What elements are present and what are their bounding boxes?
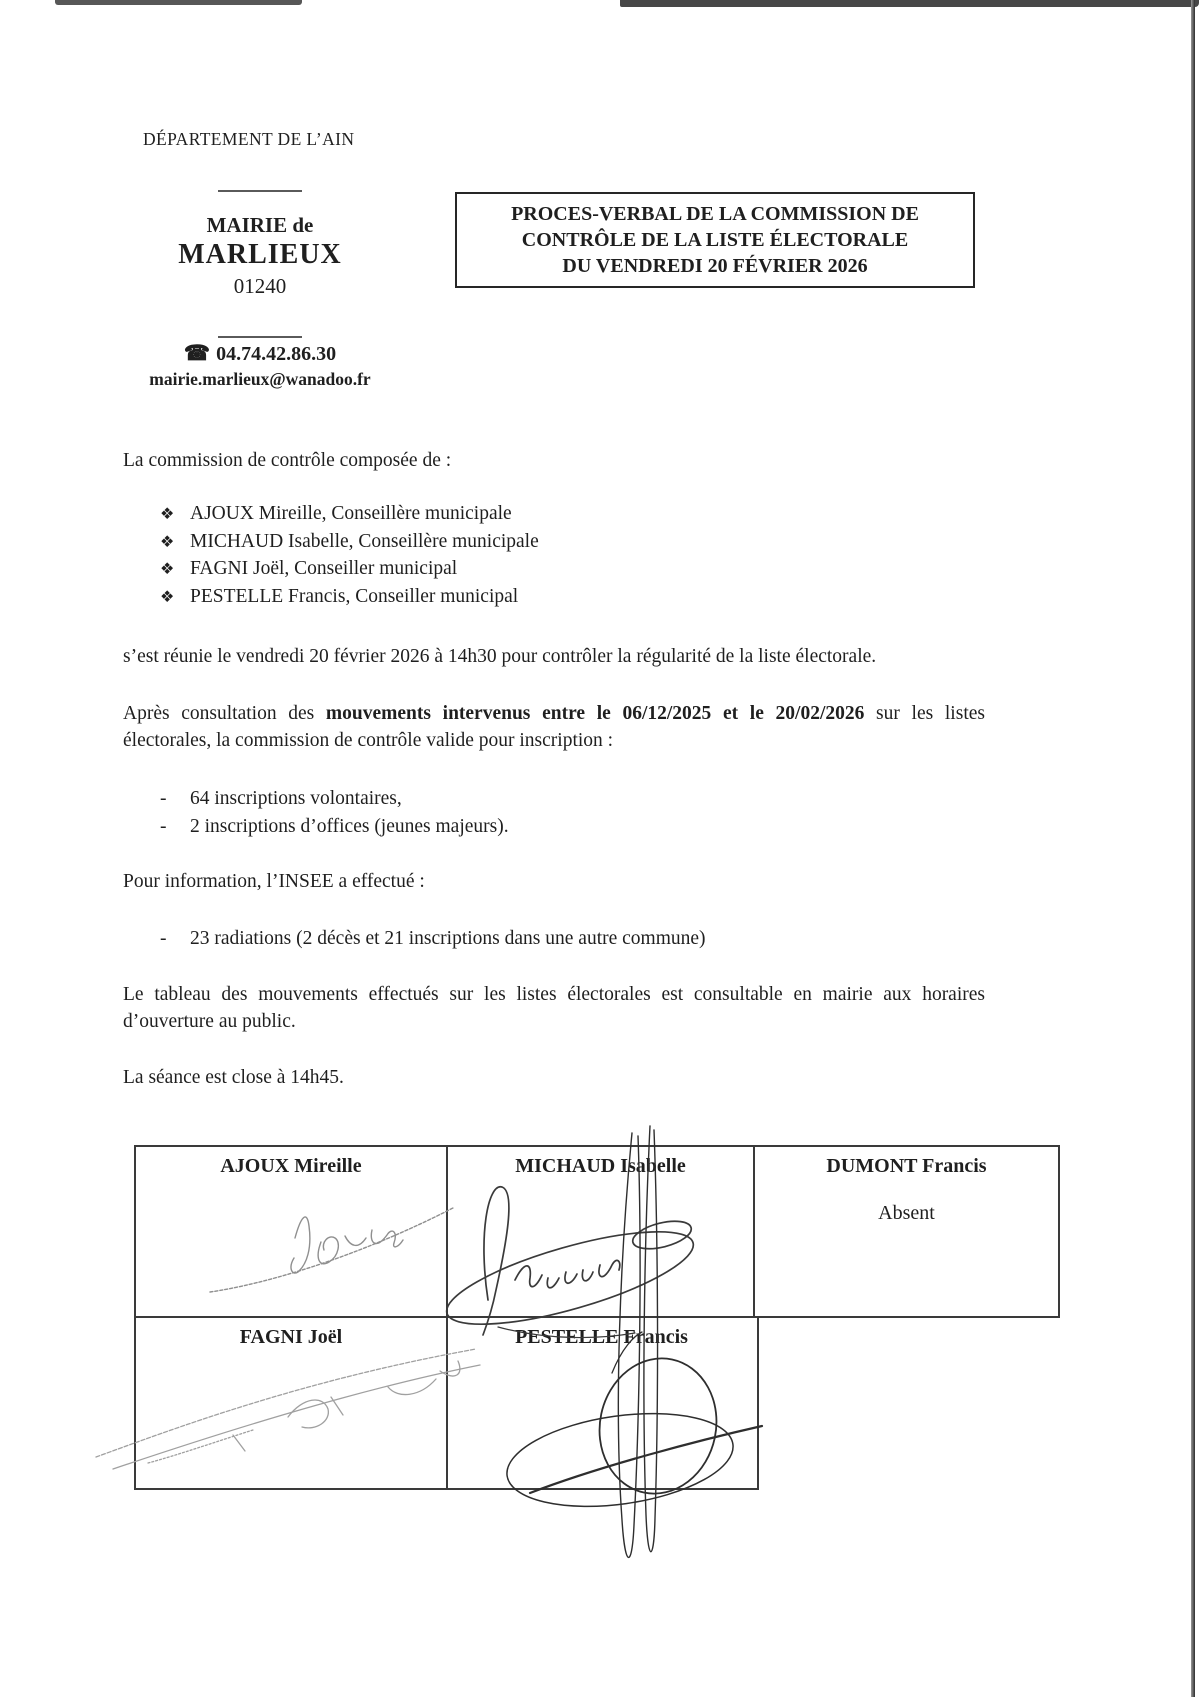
insee-list [123, 925, 985, 953]
consultation-pre: Après consultation des [123, 703, 326, 724]
diamond-bullet-icon: ❖ [160, 586, 175, 606]
inscription-item: 64 inscriptions volontaires, [190, 788, 402, 809]
postal-code: 01240 [233, 274, 287, 298]
signature-cell-michaud [448, 1147, 755, 1316]
email-address: mairie.marlieux@wanadoo.fr [149, 369, 371, 389]
separator-line [218, 336, 302, 338]
dash-bullet: - [160, 788, 167, 809]
consultation-post: sur les listes électorales, la commission de contrôle valide pour inscription : [123, 703, 985, 751]
scan-smudge-top-left [55, 0, 302, 5]
list-item [123, 555, 985, 583]
member-name: PESTELLE Francis, Conseiller municipal [190, 585, 519, 607]
signer-name: FAGNI Joël [239, 1326, 343, 1348]
phone-number: 04.74.42.86.30 [216, 343, 337, 365]
meeting-paragraph: s’est réunie le vendredi 20 février 2026 à 14h30 pour contrôler la régularité de la liste électorale. [123, 646, 877, 667]
consultation-dates-bold: mouvements intervenus entre le 06/12/2025 et le 20/02/2026 [325, 703, 865, 724]
closing-paragraph: La séance est close à 14h45. [123, 1066, 344, 1088]
insee-intro-paragraph: Pour information, l’INSEE a effectué : [123, 871, 425, 892]
list-item [123, 925, 985, 953]
signer-name: DUMONT Francis [826, 1155, 987, 1177]
member-name: FAGNI Joël, Conseiller municipal [190, 558, 458, 579]
signer-name: PESTELLE Francis [515, 1326, 688, 1348]
list-item [123, 583, 985, 611]
inscription-list [123, 785, 985, 840]
diamond-bullet-icon: ❖ [160, 559, 175, 578]
dash-bullet: - [160, 928, 167, 949]
list-item [123, 500, 985, 528]
signature-cell-dumont [755, 1147, 1058, 1316]
intro-paragraph: La commission de contrôle composée de : [123, 450, 452, 471]
consultation-paragraph [123, 700, 985, 754]
scan-edge-line [1191, 0, 1195, 1697]
department-label: DÉPARTEMENT DE L’AIN [143, 129, 355, 149]
signature-table [134, 1145, 1060, 1490]
document-title-box [455, 192, 975, 288]
telephone-icon: ☎ [183, 341, 211, 365]
title-line-3: DU VENDREDI 20 FÉVRIER 2026 [562, 255, 868, 277]
member-list [123, 500, 985, 610]
signature-cell-pestelle [448, 1318, 755, 1488]
signature-cell-ajoux [136, 1147, 448, 1316]
signer-name: MICHAUD Isabelle [515, 1155, 686, 1177]
member-name: MICHAUD Isabelle, Conseillère municipale [190, 530, 539, 552]
letterhead [105, 128, 415, 391]
list-item [123, 785, 985, 813]
signature-cell-fagni [136, 1318, 448, 1488]
signature-table-row [134, 1318, 759, 1490]
absent-status: Absent [878, 1202, 935, 1224]
signer-name: AJOUX Mireille [220, 1155, 362, 1177]
separator-line [218, 190, 302, 192]
insee-item: 23 radiations (2 décès et 21 inscriptions dans une autre commune) [190, 928, 706, 949]
list-item [123, 813, 985, 841]
signature-table-row [134, 1145, 1060, 1318]
scan-smudge-top-right [620, 0, 1199, 7]
title-line-1: PROCES-VERBAL DE LA COMMISSION DE [511, 203, 919, 225]
phone-line [105, 340, 415, 367]
mairie-title-line1: MAIRIE de [206, 213, 314, 237]
title-line-2: CONTRÔLE DE LA LISTE ÉLECTORALE [521, 229, 909, 251]
dash-bullet: - [160, 815, 167, 837]
member-name: AJOUX Mireille, Conseillère municipale [190, 503, 512, 524]
list-item [123, 528, 985, 556]
diamond-bullet-icon: ❖ [160, 531, 175, 551]
document-body [123, 448, 985, 1091]
availability-paragraph: Le tableau des mouvements effectués sur les listes électorales est consultable en mairie aux horaires d’ouverture au public. [123, 983, 985, 1032]
mairie-title-line2: MARLIEUX [178, 239, 342, 270]
diamond-bullet-icon: ❖ [160, 504, 175, 523]
inscription-item: 2 inscriptions d’offices (jeunes majeurs). [190, 815, 509, 837]
